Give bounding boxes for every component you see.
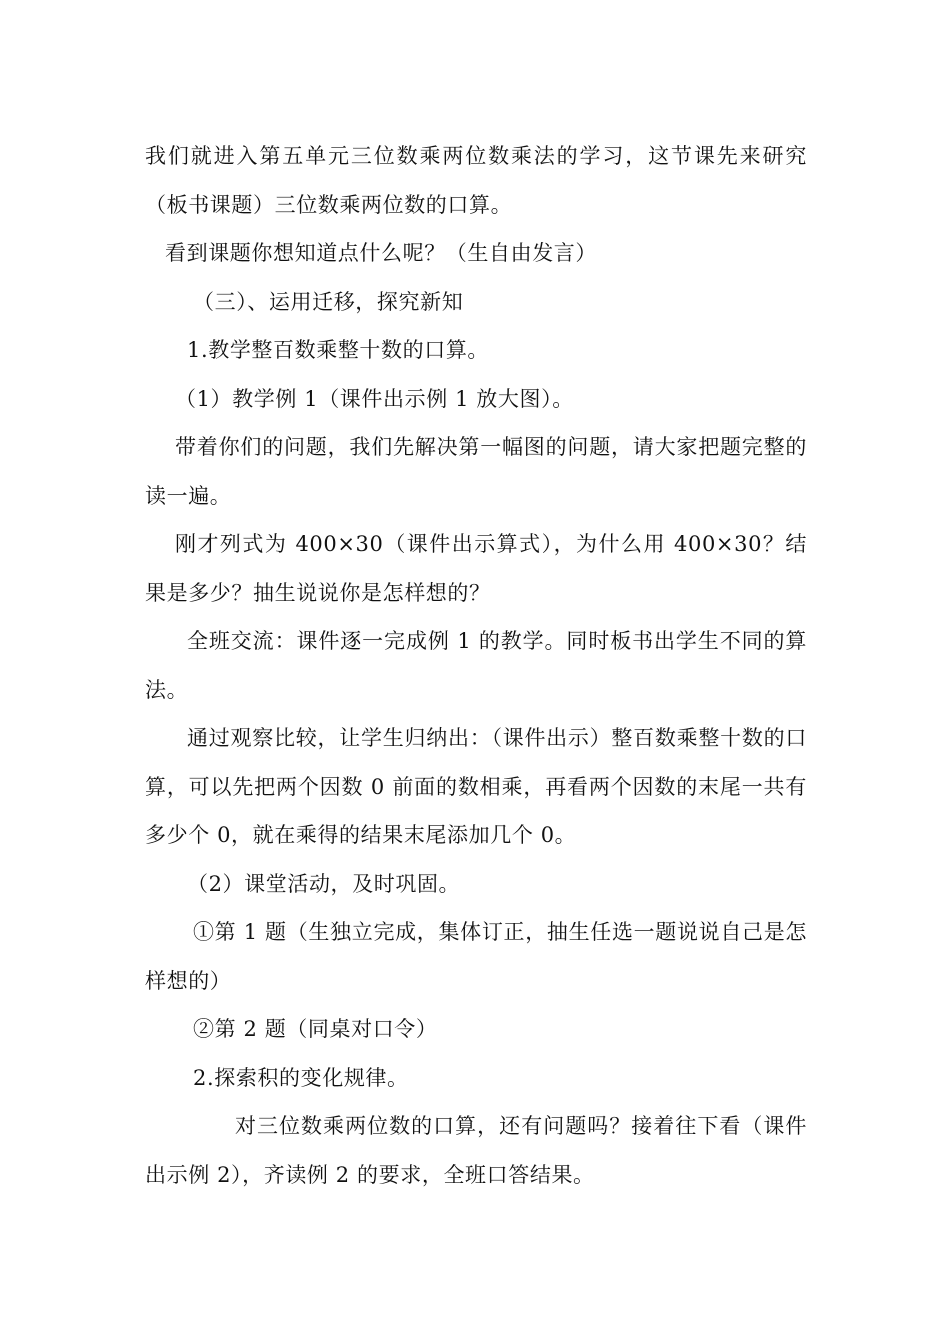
section-heading: （三）、运用迁移，探究新知 <box>193 289 464 314</box>
paragraph-formula: 刚才列式为 400×30（课件出示算式），为什么用 400×30？结果是多少？抽生说说你是怎样想的？ <box>145 532 807 605</box>
subsection-heading: 1.教学整百数乘整十数的口算。 <box>187 338 490 362</box>
subsection-heading-2: 2.探索积的变化规律。 <box>193 1065 409 1090</box>
paragraph-summary: 通过观察比较，让学生归纳出：（课件出示）整百数乘整十数的口算，可以先把两个因数 0 前面的数相乘，再看两个因数的末尾一共有多少个 0，就在乘得的结果末尾添加几个 0。 <box>145 726 807 847</box>
paragraph-class-exchange: 全班交流：课件逐一完成例 1 的教学。同时板书出学生不同的算法。 <box>145 629 807 702</box>
paragraph-intro: 我们就进入第五单元三位数乘两位数乘法的学习，这节课先来研究（板书课题）三位数乘两位数的口算。 <box>145 144 807 217</box>
paragraph-example-2: 对三位数乘两位数的口算，还有问题吗？接着往下看（课件出示例 2），齐读例 2 的要求，全班口答结果。 <box>145 1114 807 1187</box>
paragraph-exercise-2: ②第 2 题（同桌对口令） <box>193 1017 438 1041</box>
paragraph-read-problem: 带着你们的问题，我们先解决第一幅图的问题，请大家把题完整的读一遍。 <box>145 435 807 508</box>
paragraph-question: 看到课题你想知道点什么呢？（生自由发言） <box>165 241 597 265</box>
document-body <box>145 132 807 1199</box>
paragraph-activity: （2）课堂活动，及时巩固。 <box>187 871 461 896</box>
paragraph-example-1: （1）教学例 1（课件出示例 1 放大图）。 <box>175 386 574 411</box>
paragraph-exercise-1: ①第 1 题（生独立完成，集体订正，抽生任选一题说说自己是怎样想的） <box>145 920 807 993</box>
